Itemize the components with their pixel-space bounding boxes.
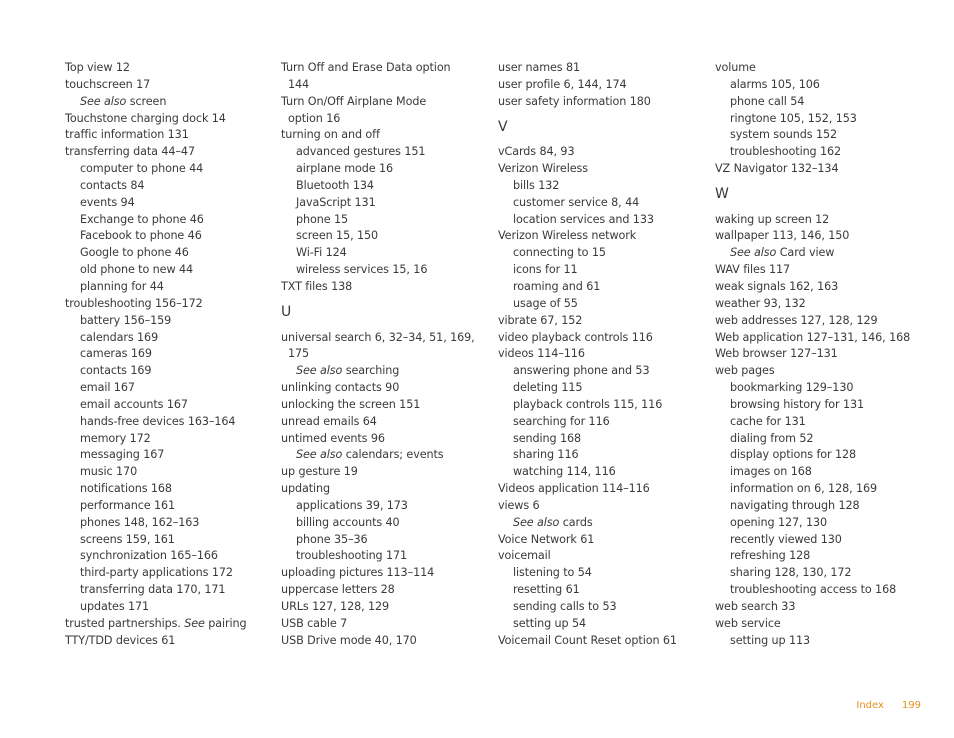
entry-text: JavaScript 131 xyxy=(296,195,376,209)
index-entry xyxy=(715,60,915,77)
index-subentry xyxy=(65,178,265,195)
entry-text: bookmarking 129–130 xyxy=(730,381,854,395)
index-subentry xyxy=(65,414,265,431)
index-subentry xyxy=(65,245,265,262)
entry-text: phone 35–36 xyxy=(296,532,368,546)
entry-text: option 16 xyxy=(288,111,341,125)
entry-text: waking up screen 12 xyxy=(715,212,830,226)
entry-text: transferring data 44–47 xyxy=(65,145,195,159)
index-subentry xyxy=(65,548,265,565)
index-subentry xyxy=(65,464,265,481)
entry-text: Google to phone 46 xyxy=(80,246,189,260)
index-entry xyxy=(281,60,481,77)
entry-text: applications 39, 173 xyxy=(296,498,408,512)
index-entry xyxy=(715,346,915,363)
index-subentry xyxy=(715,481,915,498)
index-entry xyxy=(281,111,481,128)
entry-text: location services and 133 xyxy=(513,212,654,226)
index-entry xyxy=(65,127,265,144)
index-entry xyxy=(715,313,915,330)
index-entry xyxy=(498,532,698,549)
entry-text: contacts 169 xyxy=(80,364,152,378)
index-subentry xyxy=(65,447,265,464)
index-entry xyxy=(715,296,915,313)
index-subentry xyxy=(65,279,265,296)
entry-text: memory 172 xyxy=(80,431,151,445)
entry-text: weather 93, 132 xyxy=(715,296,806,310)
entry-text: opening 127, 130 xyxy=(730,515,827,529)
index-entry xyxy=(715,330,915,347)
entry-text: traffic information 131 xyxy=(65,128,189,142)
index-subentry xyxy=(65,582,265,599)
index-entry xyxy=(498,346,698,363)
entry-text: Web application 127–131, 146, 168 xyxy=(715,330,911,344)
entry-text: unread emails 64 xyxy=(281,414,377,428)
index-entry xyxy=(715,279,915,296)
index-subentry xyxy=(65,363,265,380)
entry-text: web service xyxy=(715,616,781,630)
index-section-heading xyxy=(715,178,915,212)
index-subentry xyxy=(715,464,915,481)
entry-text: user profile 6, 144, 174 xyxy=(498,77,627,91)
index-subentry xyxy=(498,178,698,195)
index-entry xyxy=(281,582,481,599)
index-subentry xyxy=(65,330,265,347)
index-subentry xyxy=(281,178,481,195)
entry-text: unlinking contacts 90 xyxy=(281,381,400,395)
index-subentry xyxy=(281,161,481,178)
entry-text: messaging 167 xyxy=(80,448,165,462)
entry-text: connecting to 15 xyxy=(513,246,606,260)
entry-text: Card view xyxy=(776,246,835,260)
index-entry xyxy=(281,414,481,431)
index-subentry xyxy=(65,94,265,111)
entry-text: information on 6, 128, 169 xyxy=(730,482,878,496)
index-subentry xyxy=(498,245,698,262)
index-entry xyxy=(281,346,481,363)
index-subentry xyxy=(65,481,265,498)
see-also-label: See also xyxy=(730,246,777,260)
entry-text: Turn Off and Erase Data option xyxy=(281,61,451,74)
entry-text: system sounds 152 xyxy=(730,128,837,142)
entry-text: 144 xyxy=(288,77,310,91)
entry-text: Voicemail Count Reset option 61 xyxy=(498,633,677,647)
entry-text: Touchstone charging dock 14 xyxy=(65,111,226,125)
index-entry xyxy=(65,144,265,161)
entry-text: calendars; events xyxy=(342,448,444,462)
index-subentry xyxy=(498,431,698,448)
entry-text: user names 81 xyxy=(498,61,581,74)
entry-text: refreshing 128 xyxy=(730,549,811,563)
entry-text: Turn On/Off Airplane Mode xyxy=(281,94,427,108)
index-entry xyxy=(281,616,481,633)
entry-text: customer service 8, 44 xyxy=(513,195,640,209)
entry-text: sending 168 xyxy=(513,431,582,445)
index-entry xyxy=(281,565,481,582)
entry-text: 175 xyxy=(288,347,310,361)
index-subentry xyxy=(498,212,698,229)
entry-text: uploading pictures 113–114 xyxy=(281,566,435,580)
index-entry xyxy=(498,548,698,565)
entry-text: troubleshooting access to 168 xyxy=(730,583,897,597)
index-subentry xyxy=(715,77,915,94)
entry-text: phone call 54 xyxy=(730,94,805,108)
entry-text: airplane mode 16 xyxy=(296,162,394,176)
index-entry xyxy=(65,60,265,77)
index-entry xyxy=(498,481,698,498)
see-also-label: See also xyxy=(296,364,343,378)
entry-text: WAV files 117 xyxy=(715,263,791,277)
entry-text: Verizon Wireless network xyxy=(498,229,637,243)
entry-text: universal search 6, 32–34, 51, 169, xyxy=(281,330,475,344)
index-subentry xyxy=(715,127,915,144)
index-entry xyxy=(65,77,265,94)
index-subentry xyxy=(498,397,698,414)
entry-text: sharing 116 xyxy=(513,448,579,462)
entry-text: troubleshooting 162 xyxy=(730,145,842,159)
index-subentry xyxy=(715,380,915,397)
see-also-label: See also xyxy=(513,515,560,529)
entry-text: volume xyxy=(715,61,756,74)
entry-text: screens 159, 161 xyxy=(80,532,175,546)
index-subentry xyxy=(65,313,265,330)
entry-text: email accounts 167 xyxy=(80,397,188,411)
entry-text: wallpaper 113, 146, 150 xyxy=(715,229,850,243)
section-letter: W xyxy=(715,186,729,203)
index-subentry xyxy=(715,447,915,464)
index-section-heading xyxy=(281,296,481,330)
entry-text: watching 114, 116 xyxy=(513,465,616,479)
index-subentry xyxy=(715,582,915,599)
entry-text: cameras 169 xyxy=(80,347,152,361)
index-entry xyxy=(281,431,481,448)
index-subentry xyxy=(281,532,481,549)
index-entry xyxy=(498,77,698,94)
index-entry xyxy=(498,228,698,245)
entry-text: hands-free devices 163–164 xyxy=(80,414,236,428)
entry-text: setting up 113 xyxy=(730,633,811,647)
index-subentry xyxy=(65,599,265,616)
index-entry xyxy=(498,161,698,178)
index-subentry xyxy=(281,212,481,229)
entry-text: TXT files 138 xyxy=(281,279,353,293)
entry-text: untimed events 96 xyxy=(281,431,385,445)
section-letter: U xyxy=(281,304,292,321)
index-subentry xyxy=(498,515,698,532)
index-entry xyxy=(281,633,481,650)
entry-text: notifications 168 xyxy=(80,482,172,496)
index-entry xyxy=(715,262,915,279)
index-entry xyxy=(281,77,481,94)
entry-text: third-party applications 172 xyxy=(80,566,233,580)
entry-text: computer to phone 44 xyxy=(80,162,204,176)
index-column-2 xyxy=(281,60,481,650)
index-subentry xyxy=(498,565,698,582)
index-column-3 xyxy=(498,60,698,650)
index-entry xyxy=(498,94,698,111)
entry-text: Facebook to phone 46 xyxy=(80,229,202,243)
section-letter: V xyxy=(498,118,508,135)
index-subentry xyxy=(281,498,481,515)
index-column-1 xyxy=(65,60,265,650)
footer-section-label: Index xyxy=(856,700,884,711)
entry-text: dialing from 52 xyxy=(730,431,814,445)
index-entry xyxy=(281,330,481,347)
entry-text: ringtone 105, 152, 153 xyxy=(730,111,857,125)
index-subentry xyxy=(715,245,915,262)
entry-text: vCards 84, 93 xyxy=(498,145,575,159)
entry-text: sending calls to 53 xyxy=(513,600,617,613)
entry-text: screen xyxy=(126,94,167,108)
entry-text: updating xyxy=(281,482,331,496)
index-subentry xyxy=(65,262,265,279)
index-subentry xyxy=(498,296,698,313)
index-subentry xyxy=(715,431,915,448)
index-subentry xyxy=(715,397,915,414)
entry-text: user safety information 180 xyxy=(498,94,651,108)
index-subentry xyxy=(281,195,481,212)
entry-text: alarms 105, 106 xyxy=(730,77,820,91)
entry-text: recently viewed 130 xyxy=(730,532,842,546)
entry-text: bills 132 xyxy=(513,178,560,192)
index-subentry xyxy=(498,414,698,431)
entry-text: advanced gestures 151 xyxy=(296,145,426,159)
index-subentry xyxy=(715,565,915,582)
index-entry xyxy=(498,633,698,650)
index-subentry xyxy=(281,262,481,279)
index-subentry xyxy=(65,431,265,448)
entry-text: cards xyxy=(559,515,593,529)
index-subentry xyxy=(498,363,698,380)
entry-text: calendars 169 xyxy=(80,330,159,344)
entry-text: searching for 116 xyxy=(513,414,610,428)
entry-text: Voice Network 61 xyxy=(498,532,595,546)
entry-text: Exchange to phone 46 xyxy=(80,212,204,226)
entry-text: usage of 55 xyxy=(513,296,578,310)
index-subentry xyxy=(65,498,265,515)
entry-text: vibrate 67, 152 xyxy=(498,313,583,327)
index-subentry xyxy=(281,447,481,464)
entry-text: phones 148, 162–163 xyxy=(80,515,200,529)
index-subentry xyxy=(498,599,698,616)
entry-text: setting up 54 xyxy=(513,616,587,630)
index-entry xyxy=(498,144,698,161)
entry-text: Wi-Fi 124 xyxy=(296,246,347,260)
entry-text: images on 168 xyxy=(730,465,812,479)
index-subentry xyxy=(281,548,481,565)
index-subentry xyxy=(65,346,265,363)
entry-text: up gesture 19 xyxy=(281,465,358,479)
entry-text: Verizon Wireless xyxy=(498,162,588,176)
entry-text: screen 15, 150 xyxy=(296,229,379,243)
entry-text: views 6 xyxy=(498,498,540,512)
index-subentry xyxy=(715,515,915,532)
entry-text: wireless services 15, 16 xyxy=(296,263,428,277)
index-section-heading xyxy=(498,111,698,145)
entry-text: weak signals 162, 163 xyxy=(715,279,839,293)
entry-text: uppercase letters 28 xyxy=(281,583,395,597)
index-entry xyxy=(281,279,481,296)
entry-text: billing accounts 40 xyxy=(296,515,400,529)
index-entry xyxy=(715,599,915,616)
entry-text: performance 161 xyxy=(80,498,176,512)
entry-text: answering phone and 53 xyxy=(513,364,650,378)
index-subentry xyxy=(715,144,915,161)
entry-text: planning for 44 xyxy=(80,279,164,293)
entry-text: updates 171 xyxy=(80,600,150,613)
index-entry xyxy=(498,498,698,515)
index-subentry xyxy=(715,532,915,549)
entry-text: listening to 54 xyxy=(513,566,592,580)
entry-text: touchscreen 17 xyxy=(65,77,151,91)
index-entry xyxy=(498,60,698,77)
entry-text: synchronization 165–166 xyxy=(80,549,218,563)
index-subentry xyxy=(715,548,915,565)
entry-text: unlocking the screen 151 xyxy=(281,397,421,411)
entry-text: battery 156–159 xyxy=(80,313,172,327)
entry-text: email 167 xyxy=(80,381,135,395)
entry-text: TTY/TDD devices 61 xyxy=(65,633,176,647)
index-subentry xyxy=(65,195,265,212)
index-subentry xyxy=(281,363,481,380)
index-entry xyxy=(281,94,481,111)
entry-text: browsing history for 131 xyxy=(730,397,865,411)
index-entry xyxy=(498,330,698,347)
index-entry xyxy=(65,633,265,650)
entry-text: phone 15 xyxy=(296,212,349,226)
index-entry xyxy=(65,296,265,313)
entry-text: transferring data 170, 171 xyxy=(80,583,226,597)
entry-text: roaming and 61 xyxy=(513,279,601,293)
index-subentry xyxy=(715,94,915,111)
see-also-label: See also xyxy=(296,448,343,462)
index-subentry xyxy=(65,212,265,229)
index-subentry xyxy=(498,195,698,212)
entry-text: USB Drive mode 40, 170 xyxy=(281,633,417,647)
entry-text: contacts 84 xyxy=(80,178,145,192)
index-subentry xyxy=(498,447,698,464)
page-footer xyxy=(856,700,921,711)
index-subentry xyxy=(281,228,481,245)
index-entry xyxy=(715,616,915,633)
index-subentry xyxy=(715,111,915,128)
entry-text: troubleshooting 156–172 xyxy=(65,296,203,310)
entry-text: turning on and off xyxy=(281,128,380,142)
index-subentry xyxy=(498,380,698,397)
index-subentry xyxy=(715,414,915,431)
entry-text: sharing 128, 130, 172 xyxy=(730,566,852,580)
index-column-4 xyxy=(715,60,915,650)
entry-text: Web browser 127–131 xyxy=(715,347,838,361)
index-entry xyxy=(715,161,915,178)
entry-text: resetting 61 xyxy=(513,583,580,597)
index-subentry xyxy=(65,515,265,532)
index-subentry xyxy=(498,464,698,481)
entry-text: searching xyxy=(342,364,400,378)
index-entry xyxy=(498,313,698,330)
entry-text: troubleshooting 171 xyxy=(296,549,408,563)
index-subentry xyxy=(65,532,265,549)
index-entry xyxy=(281,481,481,498)
entry-text: navigating through 128 xyxy=(730,498,860,512)
entry-text: VZ Navigator 132–134 xyxy=(715,162,839,176)
entry-text: URLs 127, 128, 129 xyxy=(281,600,390,613)
index-subentry xyxy=(281,144,481,161)
entry-text: events 94 xyxy=(80,195,135,209)
index-subentry xyxy=(281,245,481,262)
index-subentry xyxy=(498,582,698,599)
index-subentry xyxy=(65,380,265,397)
index-entry xyxy=(281,464,481,481)
entry-text: icons for 11 xyxy=(513,263,578,277)
index-entry xyxy=(715,212,915,229)
index-subentry xyxy=(498,279,698,296)
index-subentry xyxy=(715,633,915,650)
entry-text-cont: pairing xyxy=(204,616,247,630)
page-number: 199 xyxy=(901,700,921,711)
entry-text: display options for 128 xyxy=(730,448,857,462)
entry-text: trusted partnerships. xyxy=(65,616,185,630)
index-entry xyxy=(715,228,915,245)
entry-text: deleting 115 xyxy=(513,381,583,395)
index-subentry xyxy=(65,161,265,178)
index-entry xyxy=(281,397,481,414)
index-subentry xyxy=(498,616,698,633)
entry-text: video playback controls 116 xyxy=(498,330,653,344)
index-entry xyxy=(281,127,481,144)
index-entry xyxy=(65,616,265,633)
index-subentry xyxy=(65,397,265,414)
entry-text: voicemail xyxy=(498,549,551,563)
entry-text: Bluetooth 134 xyxy=(296,178,374,192)
entry-text: Top view 12 xyxy=(65,61,130,74)
entry-text: web pages xyxy=(715,364,775,378)
index-subentry xyxy=(715,498,915,515)
index-subentry xyxy=(498,262,698,279)
entry-text: USB cable 7 xyxy=(281,616,348,630)
entry-text: web search 33 xyxy=(715,600,796,613)
entry-text: Videos application 114–116 xyxy=(498,482,650,496)
entry-text: music 170 xyxy=(80,465,138,479)
entry-text: web addresses 127, 128, 129 xyxy=(715,313,878,327)
index-subentry xyxy=(65,228,265,245)
index-entry xyxy=(281,599,481,616)
index-entry xyxy=(65,111,265,128)
entry-text: videos 114–116 xyxy=(498,347,585,361)
see-also-label: See also xyxy=(80,94,127,108)
see-label: See xyxy=(184,616,205,630)
entry-text: old phone to new 44 xyxy=(80,263,193,277)
index-subentry xyxy=(281,515,481,532)
index-entry xyxy=(281,380,481,397)
index-subentry xyxy=(65,565,265,582)
entry-text: cache for 131 xyxy=(730,414,806,428)
entry-text: playback controls 115, 116 xyxy=(513,397,663,411)
index-entry xyxy=(715,363,915,380)
